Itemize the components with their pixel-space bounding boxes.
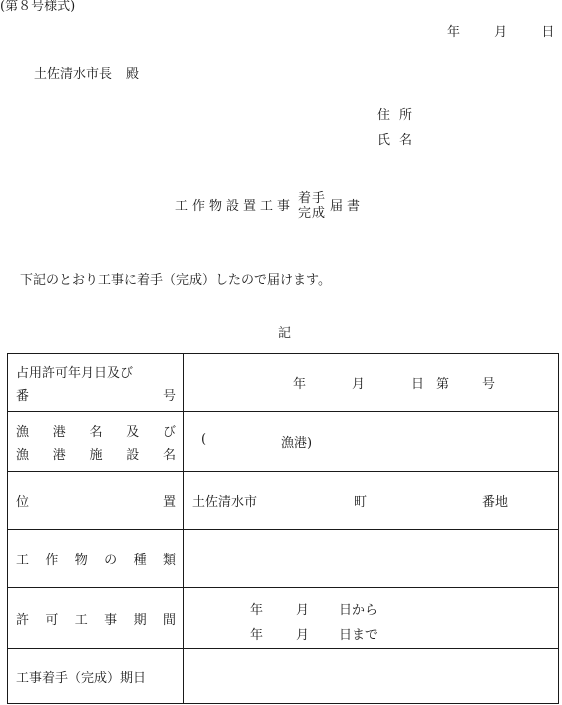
label-char: び [162, 424, 176, 440]
title-stack-top: 着手 [298, 191, 327, 206]
name-label: 氏名 [377, 133, 422, 148]
title-suffix: 届書 [330, 199, 365, 215]
permit-day: 日 [411, 376, 425, 392]
form-number: (第８号様式) [0, 0, 76, 14]
table-row-permit-date [8, 354, 559, 412]
label-char: 施 [89, 447, 103, 463]
port-name-field[interactable] [184, 412, 559, 472]
addressee [34, 68, 139, 81]
structure-type-label [8, 530, 184, 588]
label-char: 設 [126, 447, 140, 463]
label-char: 工 [74, 612, 88, 628]
port-name-label-line2 [16, 444, 176, 463]
period-from-month: 月 [296, 603, 310, 618]
port-open-paren: ( [201, 431, 207, 447]
ki-heading: 記 [278, 326, 292, 341]
label-char: 事 [104, 612, 118, 628]
start-date-field[interactable] [184, 649, 559, 704]
permit-dai: 第 [436, 376, 450, 392]
label-char: 類 [162, 553, 176, 568]
label-char: 許 [16, 612, 30, 628]
location-town: 町 [354, 494, 368, 510]
period-from-year: 年 [250, 603, 264, 618]
label-char: 期 [133, 612, 147, 628]
label-char: 名 [162, 447, 176, 463]
start-date-label-text: 工事着手（完成）期日 [16, 670, 147, 686]
date-year: 年 [447, 25, 461, 40]
addressee-honorific: 殿 [126, 67, 140, 82]
table-row-start-date [8, 649, 559, 704]
label-char: 港 [52, 447, 66, 463]
permit-go: 号 [482, 376, 496, 392]
permit-date-label-ban: 番 [16, 388, 30, 404]
table-row-location [8, 472, 559, 530]
title-stack [298, 192, 326, 222]
location-label-left: 位 [16, 495, 30, 510]
structure-type-field[interactable] [184, 530, 559, 588]
table-row-port-name [8, 412, 559, 472]
period-to-day: 日まで [339, 628, 379, 643]
title-prefix: 工作物設置工事 [175, 199, 295, 215]
permit-month: 月 [352, 376, 366, 392]
permit-year: 年 [293, 376, 307, 392]
label-char: 工 [16, 553, 30, 568]
port-suffix: 漁港) [281, 435, 313, 451]
permit-date-field[interactable] [184, 354, 559, 412]
details-table [7, 353, 559, 704]
label-char: 間 [162, 612, 176, 628]
location-field[interactable] [184, 472, 559, 530]
date-day: 日 [541, 25, 555, 40]
port-name-label [8, 412, 184, 472]
period-to-year: 年 [250, 628, 264, 643]
label-char: の [104, 553, 118, 568]
label-char: 物 [74, 553, 88, 568]
document-title [175, 192, 364, 222]
table-row-work-period [8, 588, 559, 649]
label-char: 名 [89, 424, 103, 440]
permit-date-label-line1: 占用許可年月日及び [16, 365, 134, 381]
permit-date-label [8, 354, 184, 412]
intro-text: 下記のとおり工事に着手（完成）したので届けます。 [20, 273, 331, 288]
addressee-name: 土佐清水市長 [34, 67, 113, 82]
location-lot: 番地 [482, 494, 509, 510]
address-label: 住所 [377, 108, 422, 123]
label-char: 種 [133, 553, 147, 568]
label-char: 及 [126, 424, 140, 440]
location-label [8, 472, 184, 530]
location-city: 土佐清水市 [192, 494, 258, 510]
port-name-label-line1 [16, 421, 176, 440]
work-period-field[interactable] [184, 588, 559, 649]
label-char: 港 [52, 424, 66, 440]
label-char: 漁 [16, 424, 30, 440]
period-from-day: 日から [339, 603, 379, 618]
period-to-month: 月 [296, 628, 310, 643]
start-date-label [8, 649, 184, 704]
date-month: 月 [494, 25, 508, 40]
table-row-structure-type [8, 530, 559, 588]
permit-date-label-go: 号 [162, 388, 176, 404]
label-char: 作 [45, 553, 59, 568]
work-period-label [8, 588, 184, 649]
label-char: 可 [45, 612, 59, 628]
date-line [447, 26, 554, 39]
location-label-right: 置 [162, 495, 176, 510]
label-char: 漁 [16, 447, 30, 463]
title-stack-bottom: 完成 [298, 205, 327, 221]
